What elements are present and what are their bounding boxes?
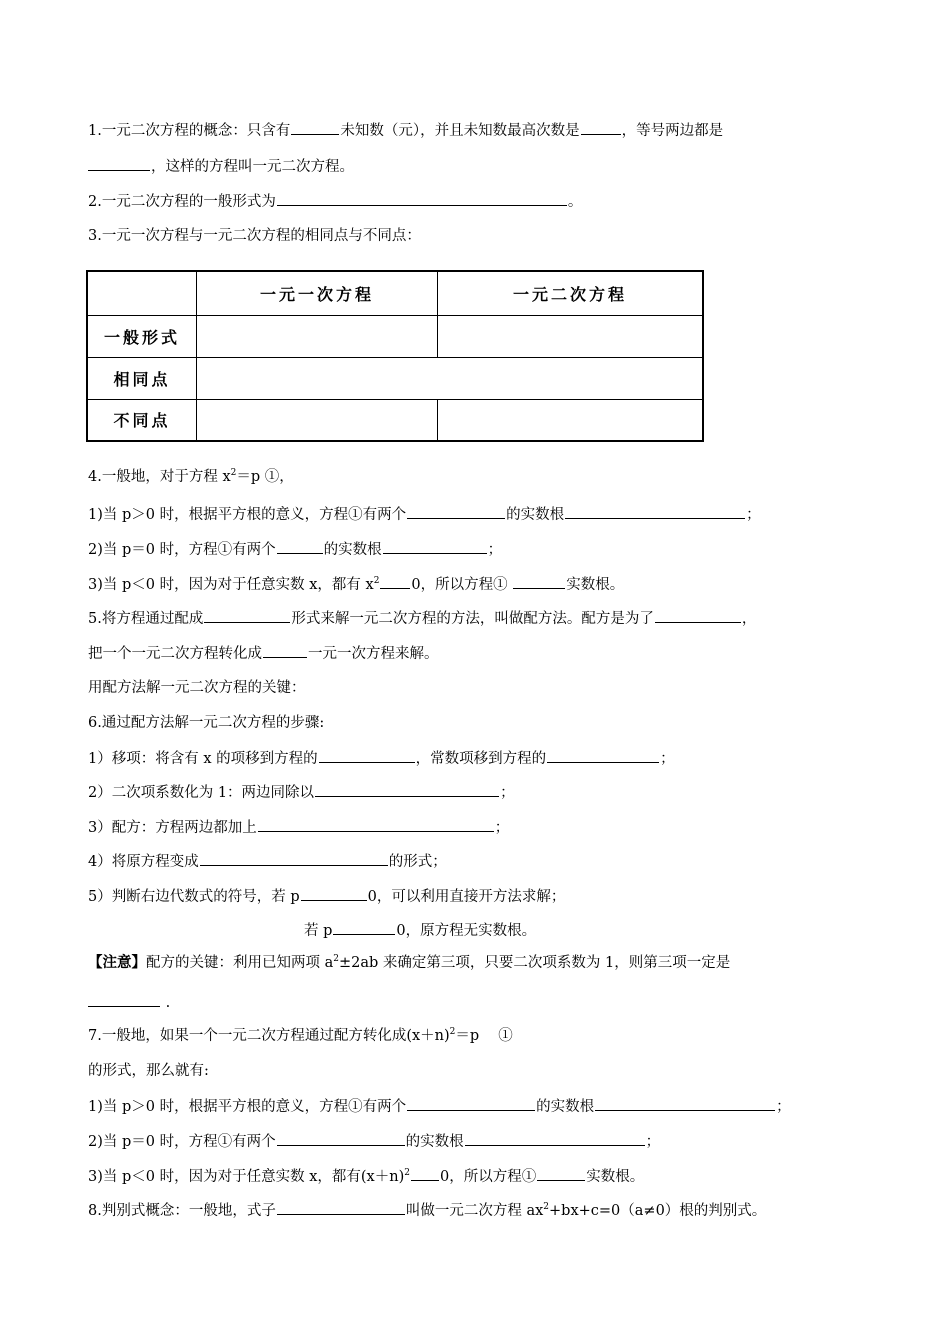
blank[interactable] (380, 574, 410, 589)
item-7: 7.一般地，如果一个一元二次方程通过配方转化成$(x+n)^2=p$ ① (88, 1027, 513, 1044)
item-6: 6.通过配方法解一元二次方程的步骤: (88, 715, 325, 731)
item-5-line-1: 5.将方程通过配成 形式来解一元二次方程的方法，叫做配方法。配方是为了 ， (88, 608, 756, 629)
blank[interactable] (547, 748, 659, 763)
item-1-line-2: ，这样的方程叫一元二次方程。 (88, 156, 354, 177)
item-4-case-1: 1)当 p＞0 时，根据平方根的意义，方程①有两个 的实数根 ； (88, 504, 761, 525)
blank[interactable] (277, 539, 323, 554)
step-1: 1）移项：将含有 x 的项移到方程的 ，常数项移到方程的 ； (88, 748, 675, 769)
blank[interactable] (319, 748, 415, 763)
blank[interactable] (277, 191, 567, 206)
blank[interactable] (88, 992, 160, 1007)
blank[interactable] (291, 120, 339, 135)
table-cell[interactable] (438, 399, 704, 441)
blank[interactable] (333, 920, 395, 935)
table-row-label: 不同点 (87, 399, 197, 441)
blank[interactable] (258, 817, 494, 832)
step-4: 4）将原方程变成 的形式； (88, 851, 447, 872)
blank[interactable] (581, 120, 621, 135)
blank[interactable] (655, 608, 741, 623)
blank[interactable] (88, 156, 150, 171)
comparison-table (86, 270, 704, 442)
note: 【注意】配方的关键：利用已知两项 $a^2\pm 2ab$ 来确定第三项，只要二次项系数为 1，则第三项一定是 (88, 954, 731, 971)
blank[interactable] (301, 886, 367, 901)
table-cell[interactable] (197, 399, 438, 441)
table-cell[interactable] (197, 315, 438, 357)
blank[interactable] (411, 1166, 439, 1181)
table-cell[interactable] (438, 315, 704, 357)
item-4-case-2: 2)当 p＝0 时，方程①有两个 的实数根 ； (88, 539, 502, 560)
item-2: 2.一元二次方程的一般形式为 。 (88, 191, 582, 212)
blank[interactable] (277, 1200, 405, 1215)
blank[interactable] (383, 539, 487, 554)
table-row-label: 相同点 (87, 357, 197, 399)
item-7-case-1: 1)当 p＞0 时，根据平方根的意义，方程①有两个 的实数根 ； (88, 1096, 791, 1117)
blank[interactable] (537, 1166, 585, 1181)
blank[interactable] (407, 1096, 535, 1111)
table-row-label: 一般形式 (87, 315, 197, 357)
item-7-case-2: 2)当 p＝0 时，方程①有两个 的实数根 ； (88, 1131, 660, 1152)
blank[interactable] (407, 504, 505, 519)
table-corner-cell (87, 271, 197, 315)
blank[interactable] (263, 643, 307, 658)
item-4-case-3: 3)当 p＜0 时，因为对于任意实数 x，都有 $x^2$ 0，所以方程① 实数根。 (88, 576, 625, 593)
blank[interactable] (513, 574, 565, 589)
blank[interactable] (465, 1131, 645, 1146)
item-7-cont: 的形式，那么就有: (88, 1063, 209, 1079)
blank[interactable] (277, 1131, 405, 1146)
table-cell[interactable] (197, 357, 704, 399)
note-blank-line: . (88, 992, 170, 1013)
method-key: 用配方法解一元二次方程的关键： (88, 680, 306, 696)
blank[interactable] (315, 782, 499, 797)
table-header-linear: 一元一次方程 (197, 271, 438, 315)
step-5-cont: 若 p 0，原方程无实数根。 (304, 920, 536, 941)
item-5-line-2: 把一个一元二次方程转化成 一元一次方程来解。 (88, 643, 439, 664)
step-3: 3）配方：方程两边都加上 ； (88, 817, 509, 838)
blank[interactable] (204, 608, 290, 623)
item-1-line-1: 1.一元二次方程的概念：只含有 未知数（元），并且未知数最高次数是 ，等号两边都是 (88, 120, 723, 141)
step-2: 2）二次项系数化为 1：两边同除以 ； (88, 782, 515, 803)
item-4: 4.一般地，对于方程 $x^2=p$ ①， (88, 468, 294, 485)
item-8: 8.判别式概念：一般地，式子 叫做一元二次方程 $ax^2+bx+c=0(a\ne 0)$根的判别式。 (88, 1202, 767, 1219)
blank[interactable] (200, 851, 388, 866)
item-7-case-3: 3)当 p＜0 时，因为对于任意实数 x，都有$(x+n)^2$ 0，所以方程① 实数根。 (88, 1168, 645, 1185)
step-5: 5）判断右边代数式的符号，若 p 0，可以利用直接开方法求解； (88, 886, 565, 907)
table-header-quadratic: 一元二次方程 (438, 271, 704, 315)
item-3: 3.一元一次方程与一元二次方程的相同点与不同点： (88, 228, 421, 244)
blank[interactable] (595, 1096, 775, 1111)
blank[interactable] (565, 504, 745, 519)
